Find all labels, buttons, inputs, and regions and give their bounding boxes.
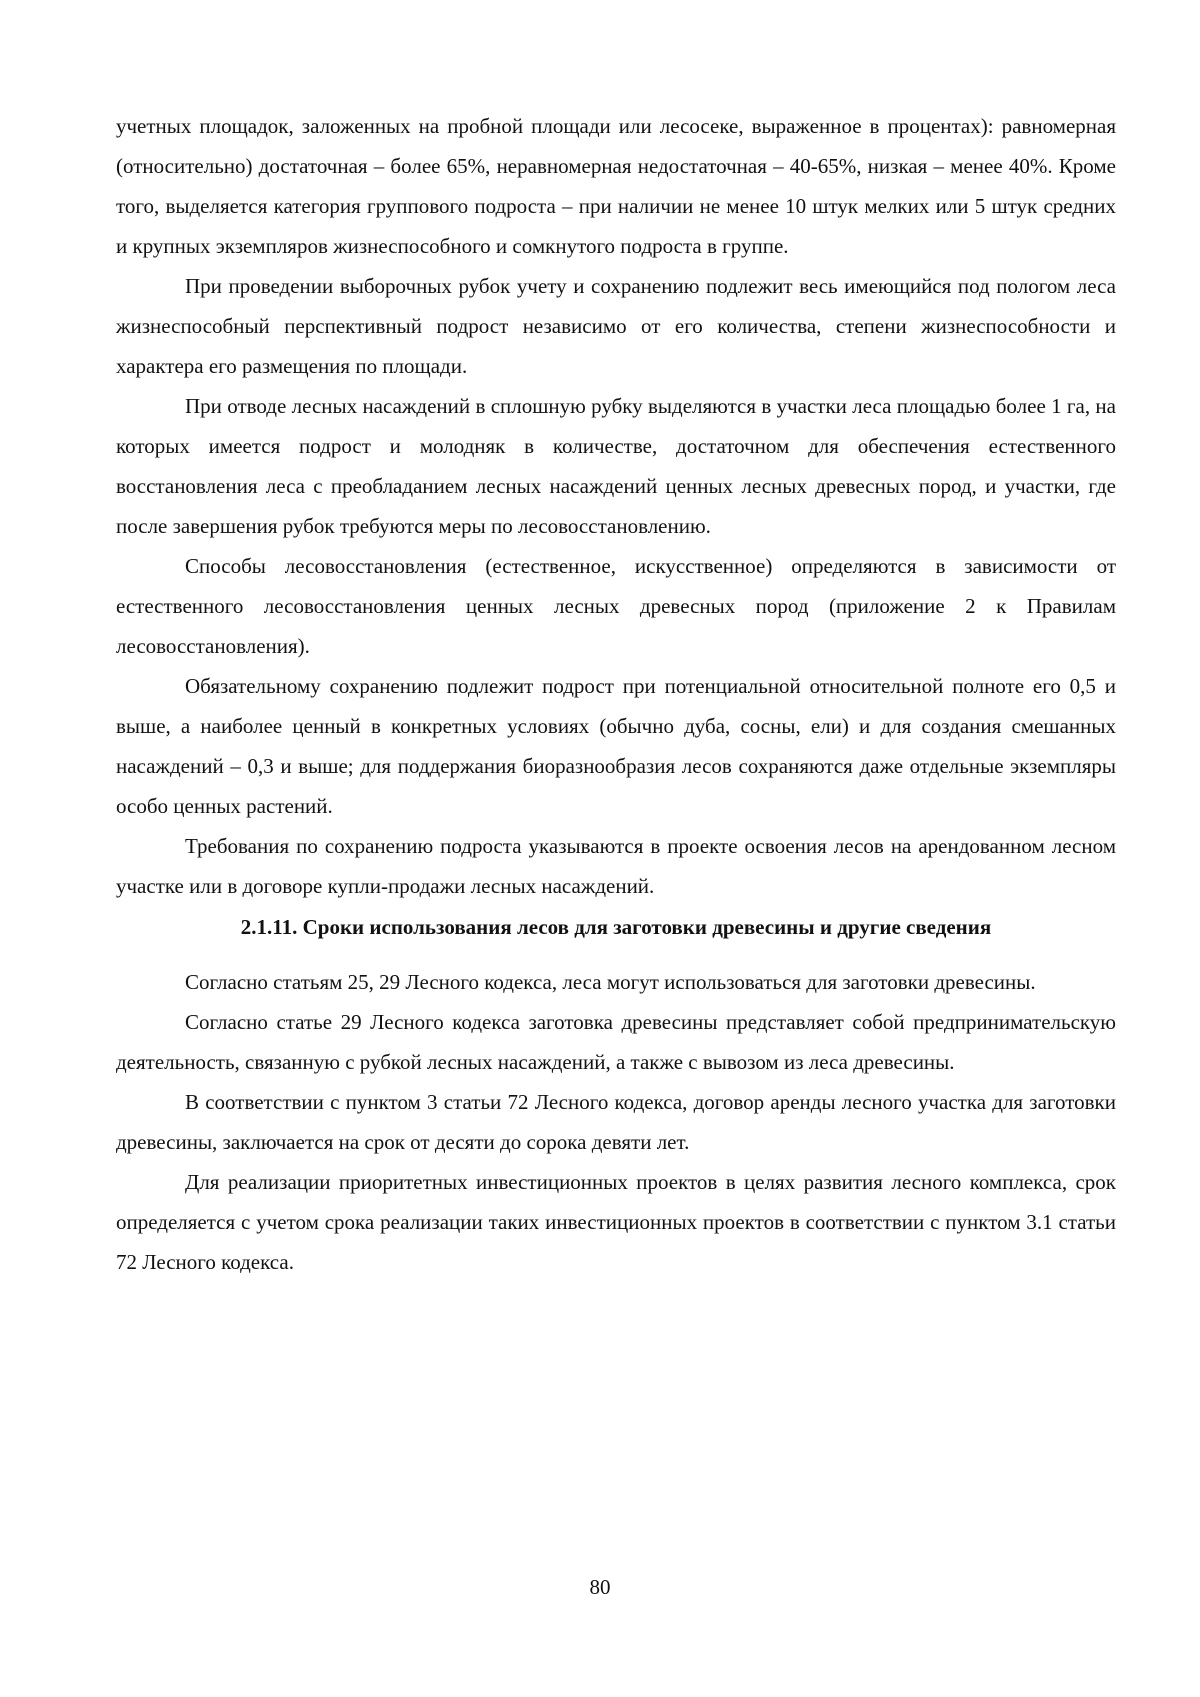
page-number: 80 — [589, 1575, 611, 1599]
section-heading: 2.1.11. Сроки использования лесов для заготовки древесины и другие сведения — [240, 915, 992, 939]
paragraph-selective-felling: При проведении выборочных рубок учету и сохранению подлежит весь имеющийся под пологом леса жизнеспособный перспективный подрост независимо от его количества, степени жизнеспособности и характера его размещения по площади. — [116, 274, 1116, 378]
paragraph-investment-projects: Для реализации приоритетных инвестиционных проектов в целях развития лесного комплекса, срок определяется с учетом срока реализации таких инвестиционных проектов в соответствии с пунктом 3.1 статьи 72 Лесного кодекса. — [116, 1170, 1116, 1274]
paragraph-clear-felling: При отводе лесных насаждений в сплошную рубку выделяются в участки леса площадью более 1 га, на которых имеется подрост и молодняк в количестве, достаточном для обеспечения естественного восстановления леса с преобладанием лесных насаждений ценных лесных древесных пород, и участки, где после завершения рубок требуются меры по лесовосстановлению. — [116, 394, 1116, 538]
paragraph-preservation-requirements: Требования по сохранению подроста указываются в проекте освоения лесов на арендованном лесном участке или в договоре купли-продажи лесных насаждений. — [116, 834, 1116, 898]
paragraph-article-72-term: В соответствии с пунктом 3 статьи 72 Лесного кодекса, договор аренды лесного участка для заготовки древесины, заключается на срок от десяти до сорока девяти лет. — [116, 1090, 1116, 1154]
paragraph-article-29: Согласно статье 29 Лесного кодекса заготовка древесины представляет собой предпринимательскую деятельность, связанную с рубкой лесных насаждений, а также с вывозом из леса древесины. — [116, 1010, 1116, 1074]
paragraph-mandatory-preservation: Обязательному сохранению подлежит подрост при потенциальной относительной полноте его 0,5 и выше, а наиболее ценный в конкретных условиях (обычно дуба, сосны, ели) и для создания смешанных насаждений – 0,3 и выше; для поддержания биоразнообразия лесов сохраняются даже отдельные экземпляры особо ценных растений. — [116, 674, 1116, 818]
paragraph-continuation: учетных площадок, заложенных на пробной площади или лесосеке, выраженное в процентах): равномерная (относительно) достаточная – более 65%, неравномерная недостаточная – 40-65%, низкая – менее 40%. Кроме того, выделяется категория группового подроста – при наличии не менее 10 штук мелких или 5 штук средних и крупных экземпляров жизнеспособного и сомкнутого подроста в группе. — [116, 114, 1116, 258]
paragraph-reforestation-methods: Способы лесовосстановления (естественное, искусственное) определяются в зависимости от естественного лесовосстановления ценных лесных древесных пород (приложение 2 к Правилам лесовосстановления). — [116, 554, 1116, 658]
paragraph-articles-25-29: Согласно статьям 25, 29 Лесного кодекса, леса могут использоваться для заготовки древесины. — [185, 970, 1036, 994]
